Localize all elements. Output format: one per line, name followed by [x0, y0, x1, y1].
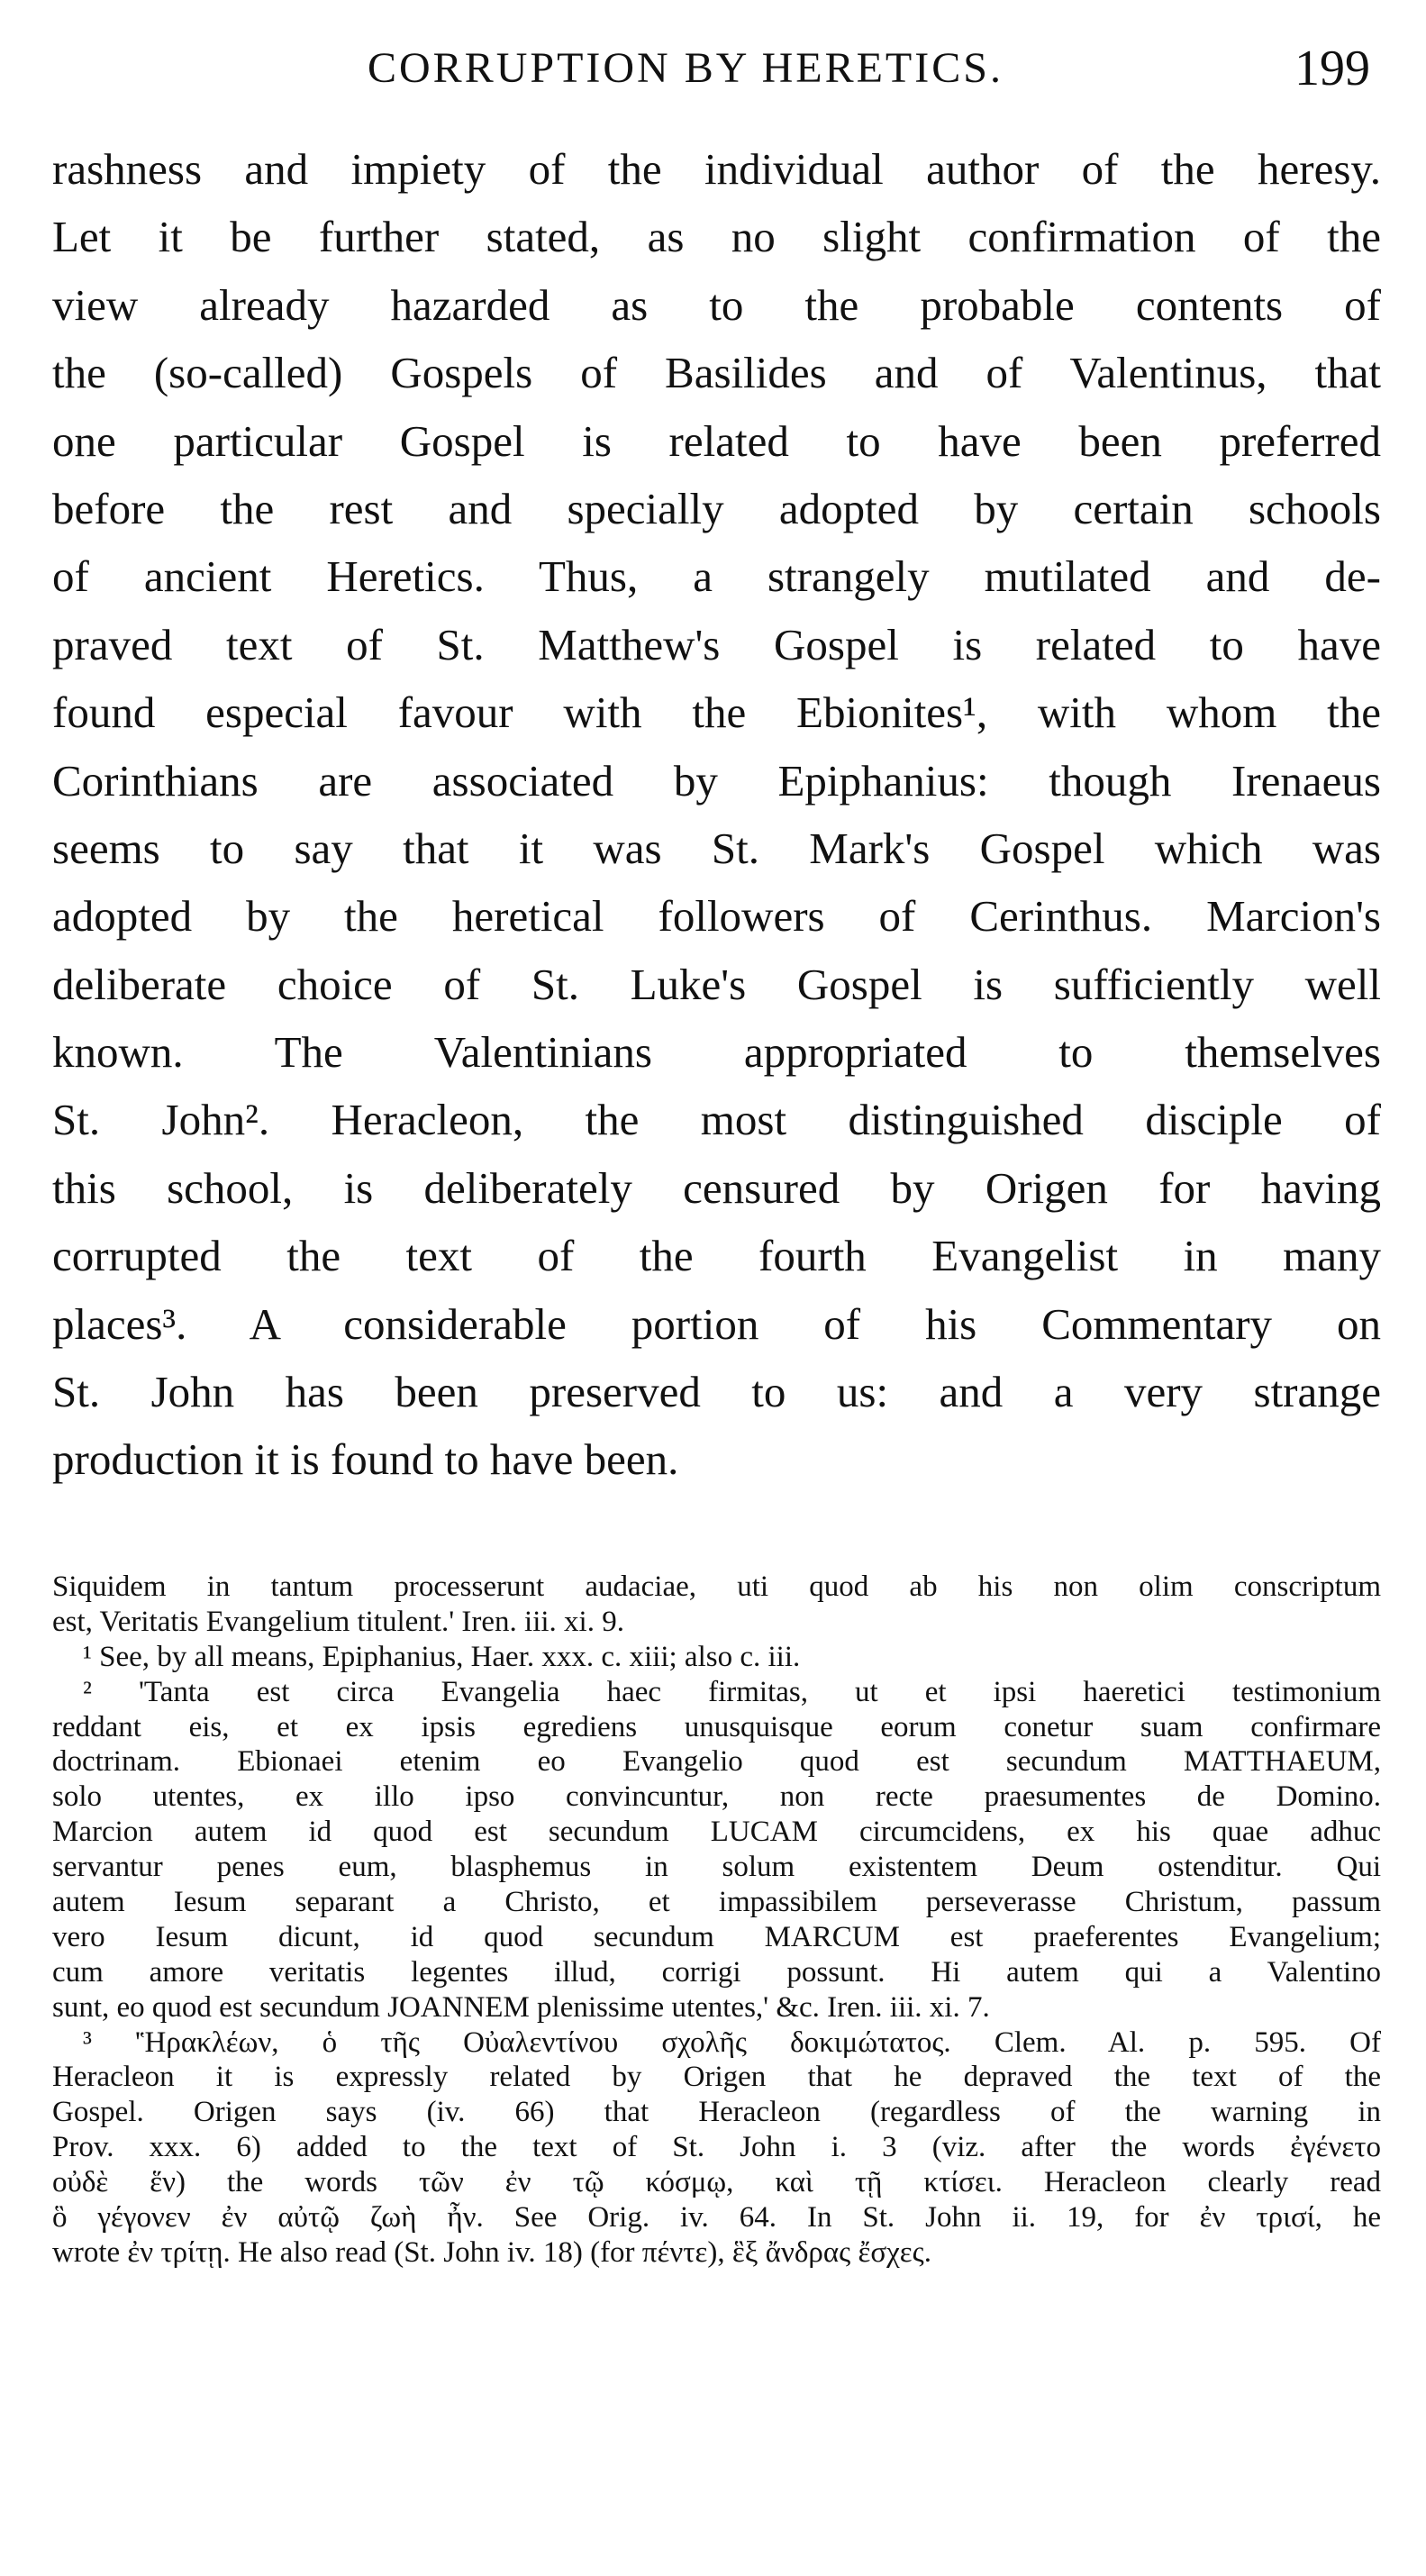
text-line: St. John². Heracleon, the most distinguished disciple of: [52, 1095, 1381, 1145]
text-line: Let it be further stated, as no slight confirmation of the: [52, 212, 1381, 262]
text-line: places³. A considerable portion of his Commentary on: [52, 1298, 1381, 1349]
text-line: found especial favour with the Ebionites¹, with whom the: [52, 687, 1381, 738]
footnote-line: οὐδὲ ἕν) the words τῶν ἐν τῷ κόσμῳ, καὶ τῇ κτίσει. Heracleon clearly read: [52, 2166, 1381, 2199]
running-head: [52, 36, 1381, 99]
footnote-line: autem Iesum separant a Christo, et impassibilem perseverasse Christum, passum: [52, 1886, 1381, 1919]
footnote-line: solo utentes, ex illo ipso convincuntur, non recte praesumentes de Domino.: [52, 1780, 1381, 1814]
footnote-line: Heracleon it is expressly related by Origen that he depraved the text of the: [52, 2061, 1381, 2094]
footnote-line: est, Veritatis Evangelium titulent.' Iren. iii. xi. 9.: [52, 1605, 624, 1638]
text-line: of ancient Heretics. Thus, a strangely mutilated and de-: [52, 551, 1381, 602]
text-line: before the rest and specially adopted by certain schools: [52, 483, 1381, 533]
text-line: rashness and impiety of the individual author of the heresy.: [52, 144, 1381, 194]
footnote-line: reddant eis, et ex ipsis egrediens unusquisque eorum conetur suam confirmare: [52, 1710, 1381, 1743]
text-line: seems to say that it was St. Mark's Gospel which was: [52, 823, 1381, 873]
footnote-line: ὃ γέγονεν ἐν αὐτῷ ζωὴ ἦν. See Orig. iv. 64. In St. John ii. 19, for ἐν τρισί, he: [52, 2201, 1381, 2235]
footnote-line: Gospel. Origen says (iv. 66) that Heracleon (regardless of the warning in: [52, 2096, 1381, 2129]
footnote-line: wrote ἐν τρίτῃ. He also read (St. John iv. 18) (for πέντε), ἓξ ἄνδρας ἔσχες.: [52, 2235, 931, 2269]
footnote-2: ² 'Tanta est circa Evangelia haec firmitas, ut et ipsi haeretici testimonium: [83, 1675, 1381, 1708]
footnote-line: doctrinam. Ebionaei etenim eo Evangelio quod est secundum MATTHAEUM,: [52, 1745, 1381, 1779]
text-line: praved text of St. Matthew's Gospel is related to have: [52, 619, 1381, 669]
footnote-line: vero Iesum dicunt, id quod secundum MARCUM est praeferentes Evangelium;: [52, 1920, 1381, 1953]
text-line: production it is found to have been.: [52, 1434, 679, 1485]
text-line: one particular Gospel is related to have been preferred: [52, 415, 1381, 466]
footnote-line: Marcion autem id quod est secundum LUCAM circumcidens, ex his quae adhuc: [52, 1816, 1381, 1849]
running-title: CORRUPTION BY HERETICS.: [368, 44, 1004, 92]
page-number: 199: [1294, 41, 1370, 96]
footnote-line: servantur penes eum, blasphemus in solum existentem Deum ostenditur. Qui: [52, 1851, 1381, 1884]
text-line: corrupted the text of the fourth Evangelist in many: [52, 1231, 1381, 1281]
footnote-line: Prov. xxx. 6) added to the text of St. John i. 3 (viz. after the words ἐγένετο: [52, 2131, 1381, 2164]
text-line: deliberate choice of St. Luke's Gospel is sufficiently well: [52, 959, 1381, 1009]
text-line: Corinthians are associated by Epiphanius: though Irenaeus: [52, 755, 1381, 806]
footnote-line: sunt, eo quod est secundum JOANNEM plenissime utentes,' &c. Iren. iii. xi. 7.: [52, 1990, 990, 2024]
footnote-line: Siquidem in tantum processerunt audaciae, uti quod ab his non olim conscriptum: [52, 1570, 1381, 1603]
footnote-1: ¹ See, by all means, Epiphanius, Haer. xxx. c. xiii; also c. iii.: [83, 1640, 801, 1673]
text-line: adopted by the heretical followers of Cerinthus. Marcion's: [52, 891, 1381, 942]
footnote-3: ³ 'Ἡρακλέων, ὁ τῆς Οὐαλεντίνου σχολῆς δοκιμώτατος. Clem. Al. p. 595. Of: [83, 2025, 1381, 2059]
text-line: known. The Valentinians appropriated to themselves: [52, 1027, 1381, 1078]
footnote-line: cum amore veritatis legentes illud, corrigi possunt. Hi autem qui a Valentino: [52, 1955, 1381, 1989]
text-line: view already hazarded as to the probable contents of: [52, 279, 1381, 330]
footnotes: [52, 1570, 1381, 2271]
text-line: the (so-called) Gospels of Basilides and of Valentinus, that: [52, 348, 1381, 398]
text-line: this school, is deliberately censured by Origen for having: [52, 1162, 1381, 1213]
text-line: St. John has been preserved to us: and a very strange: [52, 1367, 1381, 1417]
main-text: [52, 135, 1381, 1494]
